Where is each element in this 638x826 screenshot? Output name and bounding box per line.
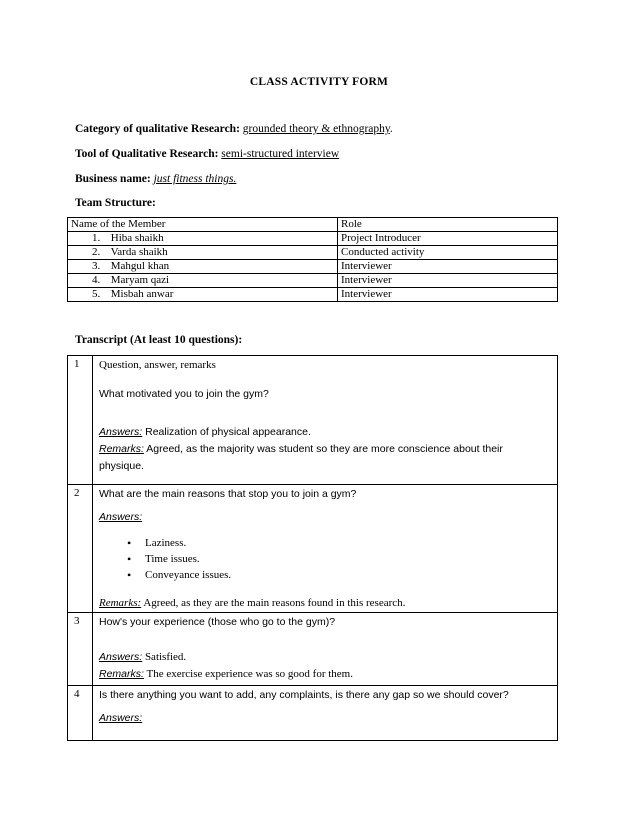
list-item: • Conveyance issues. [145,567,551,583]
remark-continued: physique. [99,460,144,472]
form-title: CLASS ACTIVITY FORM [249,76,389,88]
transcript-table [67,355,558,741]
member-number: 2. [92,246,101,258]
member-number: 1. [92,232,101,244]
tool-label: Tool of Qualitative Research: [75,148,219,160]
question-text: What are the main reasons that stop you to join a gym? [99,488,357,500]
member-name: Hiba shaikh [110,232,164,244]
team-header-row [68,218,558,232]
tool-line [75,148,339,160]
remarks-line [99,596,551,610]
member-number: 5. [92,288,101,300]
item-number: 4 [68,686,93,741]
business-label: Business name: [75,173,151,185]
remarks-line [99,666,551,683]
team-col-role: Role [338,218,558,232]
answer-line [99,510,551,524]
team-heading: Team Structure: [75,197,156,209]
question-text: Is there anything you want to add, any complaints, is there any gap so we should cover? [99,689,509,701]
answer-bullets [99,535,551,583]
member-name: Maryam qazi [110,274,170,286]
question-text: How's your experience (those who go to the gym)? [99,616,336,628]
remark-text: Agreed, as the majority was student so they are more conscience about their [146,443,503,455]
question-text: What motivated you to join the gym? [99,388,269,400]
category-suffix: . [389,123,393,135]
team-table [67,217,558,302]
table-row [68,356,558,485]
item-number: 2 [68,485,93,613]
category-label: Category of qualitative Research: [75,123,240,135]
remarks-label: Remarks: [99,668,144,680]
answer-line [99,649,551,666]
answer-line [99,424,551,441]
answers-label: Answers: [99,712,143,724]
remark-text: Agreed, as they are the main reasons found in this research. [143,597,406,609]
member-number: 4. [92,274,101,286]
member-name: Misbah anwar [110,288,174,300]
list-item: • Time issues. [145,551,551,567]
answer-line [99,711,551,725]
member-number: 3. [92,260,101,272]
member-name: Mahgul khan [110,260,170,272]
member-role: Interviewer [338,274,558,288]
list-item: • Laziness. [145,535,551,551]
remark-text: The exercise experience was so good for them. [146,668,353,680]
member-role: Interviewer [338,260,558,274]
tool-value: semi-structured interview [221,148,340,160]
remarks-line [99,441,551,458]
table-row [68,686,558,741]
table-row [68,246,558,260]
answer-text: Realization of physical appearance. [145,426,311,438]
table-row [68,613,558,686]
item-number: 1 [68,356,93,485]
table-row [68,485,558,613]
member-role: Conducted activity [338,246,558,260]
category-value: grounded theory & ethnography [242,123,390,135]
remarks-label: Remarks: [99,443,144,455]
category-line [75,123,393,135]
business-line [75,173,236,185]
item-number: 3 [68,613,93,686]
table-row [68,288,558,302]
table-row [68,260,558,274]
member-role: Project Introducer [338,232,558,246]
answers-label: Answers: [99,511,143,523]
table-row [68,232,558,246]
answers-label: Answers: [99,426,143,438]
business-value: just fitness things. [153,173,237,185]
table-row [68,274,558,288]
team-col-name: Name of the Member [68,218,338,232]
member-name: Varda shaikh [110,246,168,258]
transcript-heading: Transcript (At least 10 questions): [75,334,243,346]
remarks-label: Remarks: [99,597,142,609]
member-role: Interviewer [338,288,558,302]
answer-text: Satisfied. [144,651,187,663]
item-header: Question, answer, remarks [99,359,216,371]
answers-label: Answers: [99,651,143,663]
